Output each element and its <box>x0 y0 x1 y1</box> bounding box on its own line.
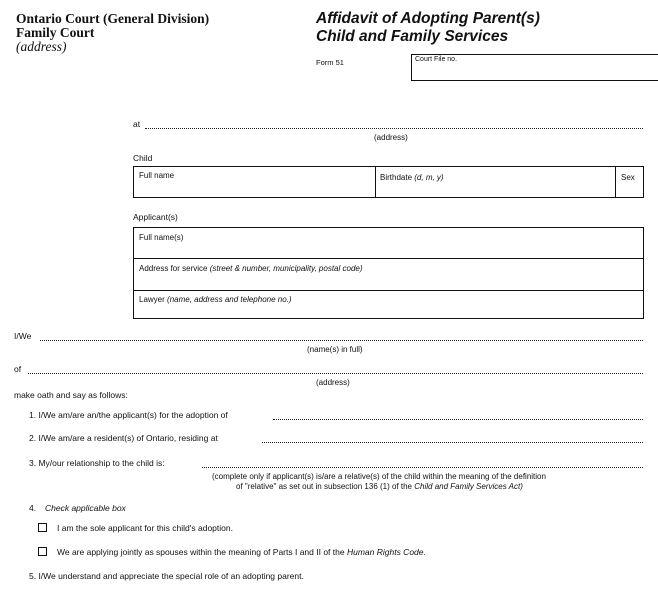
item-3-note-act: Child and Family Services Act) <box>414 482 523 491</box>
applicants-table <box>133 227 644 319</box>
applicants-address-label: Address for service <box>139 264 208 273</box>
child-section-label: Child <box>133 153 153 163</box>
child-divider-1 <box>375 167 376 197</box>
item-5-text: 5. I/We understand and appreciate the special role of an adopting parent. <box>29 571 304 581</box>
form-title-line2: Child and Family Services <box>316 28 509 45</box>
sole-applicant-label: I am the sole applicant for this child's adoption. <box>57 523 233 533</box>
of-label: of <box>14 364 22 374</box>
court-division: Family Court <box>16 25 95 40</box>
applicants-full-names-label: Full name(s) <box>139 233 184 242</box>
item-3-note-text: of "relative" as set out in subsection 136 (1) of the <box>236 482 412 491</box>
joint-applicants-checkbox[interactable] <box>38 547 47 556</box>
oath-statement: make oath and say as follows: <box>14 390 128 400</box>
item-3-text: 3. My/our relationship to the child is: <box>29 458 165 468</box>
at-address-caption: (address) <box>374 133 408 142</box>
court-heading <box>16 12 209 54</box>
at-label: at <box>133 119 141 129</box>
applicants-lawyer-label: Lawyer <box>139 295 165 304</box>
child-birthdate-hint: (d, m, y) <box>414 173 444 182</box>
iwe-name-caption: (name(s) in full) <box>307 345 363 354</box>
item-3-note-line1: (complete only if applicant(s) is/are a relative(s) of the child within the meaning of the definition <box>212 472 546 481</box>
of-address-caption: (address) <box>316 378 350 387</box>
child-birthdate-cell <box>380 173 444 182</box>
child-divider-2 <box>615 167 616 197</box>
applicants-address-hint: (street & number, municipality, postal code) <box>209 264 363 273</box>
child-full-name-label: Full name <box>139 171 175 180</box>
court-file-label: Court File no. <box>415 56 458 63</box>
sole-applicant-checkbox[interactable] <box>38 523 47 532</box>
item-3-note-line2 <box>236 482 523 491</box>
iwe-name-line[interactable] <box>40 340 643 341</box>
human-rights-code: Human Rights Code. <box>346 547 426 557</box>
iwe-label: I/We <box>14 331 32 341</box>
item-4-label: Check applicable box <box>45 503 126 513</box>
applicants-lawyer-cell <box>139 295 292 304</box>
item-2-text: 2. I/We am/are a resident(s) of Ontario, residing at <box>29 433 218 443</box>
joint-applicants-label: We are applying jointly as spouses within the meaning of Parts I and II of the <box>57 547 345 557</box>
of-address-line[interactable] <box>28 373 643 374</box>
child-birthdate-label: Birthdate <box>380 173 413 182</box>
court-address: (address) <box>16 39 67 54</box>
item-4-number: 4. <box>29 503 37 513</box>
court-name: Ontario Court (General Division) <box>16 11 210 26</box>
child-table <box>133 166 644 198</box>
applicants-section-label: Applicant(s) <box>133 212 178 222</box>
joint-applicants-text <box>57 547 426 557</box>
applicants-lawyer-hint: (name, address and telephone no.) <box>167 295 292 304</box>
form-number: Form 51 <box>316 58 344 67</box>
form-title <box>316 10 540 46</box>
item-1-text: 1. I/We am/are an/the applicant(s) for the adoption of <box>29 410 228 420</box>
child-sex-label: Sex <box>621 173 635 182</box>
applicants-address-cell <box>139 264 363 273</box>
item-1-line[interactable] <box>273 419 643 420</box>
applicants-divider-1 <box>134 258 643 259</box>
item-2-line[interactable] <box>262 442 643 443</box>
form-title-line1: Affidavit of Adopting Parent(s) <box>316 10 540 27</box>
at-address-line[interactable] <box>145 128 643 129</box>
item-3-line[interactable] <box>202 467 643 468</box>
applicants-divider-2 <box>134 290 643 291</box>
court-file-box[interactable] <box>411 54 658 81</box>
